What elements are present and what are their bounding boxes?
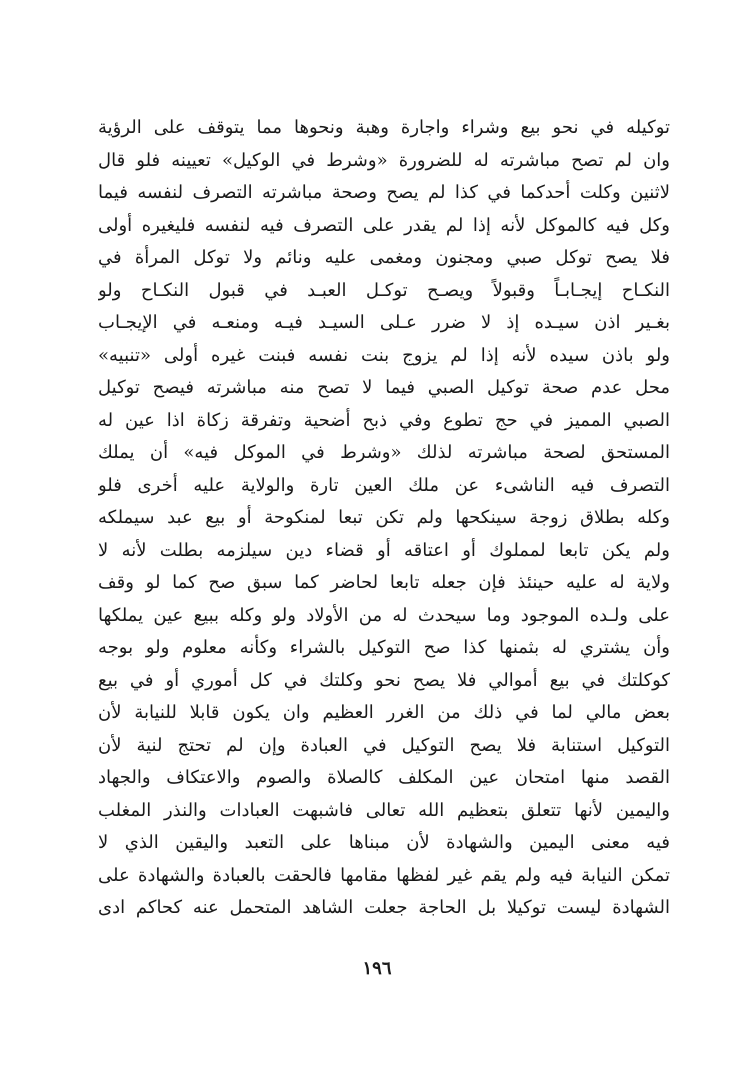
text-line: تمكن النيابة فيه ولم يقم غير لفظها مقامها فالحقت بالعبادة والشهادة على [98, 864, 670, 886]
text-line: لاثنين وكلت أحدكما في كذا لم يصح وصحة مباشرته التصرف لنفسه فيما [98, 182, 670, 203]
text-line: على ولـده الموجود وما سيحدث له من الأولاد ولو وكله ببيع عين يملكها [98, 604, 670, 626]
text-line: بغـير اذن سيـده إذ لا ضرر عـلى السيـد فيـه ومنعـه في الإيجـاب [98, 312, 670, 333]
page-number: ١٩٦ [362, 958, 392, 979]
text-line: وكله بطلاق زوجة سينكحها ولم تكن تبعا لمنكوحة أو بيع عبد سيملكه [98, 507, 670, 528]
text-line: ولم يكن تابعا لمملوك أو اعتاقه أو قضاء دين سيلزمه بطلت لأنه لا [98, 539, 670, 561]
text-line: فلا يصح توكل صبي ومجنون ومغمى عليه ونائم ولا توكل المرأة في [98, 247, 670, 268]
text-line: القصد منها امتحان عين المكلف كالصلاة والصوم والاعتكاف والجهاد [98, 767, 670, 788]
text-line: ولو باذن سيده لأنه إذا لم يزوج بنت نفسه فبنت غيره أولى «تنبيه» [98, 344, 670, 366]
text-line: بعض مالي لما في ذلك من الغرر العظيم وان يكون قابلا للنيابة لأن [98, 702, 670, 723]
text-line: وان لم تصح مباشرته له للضرورة «وشرط في الوكيل» تعيينه فلو قال [98, 149, 670, 171]
text-line: الشهادة ليست توكيلا بل الحاجة جعلت الشاهد المتحمل عنه كحاكم ادى [98, 897, 670, 918]
text-line: توكيله في نحو بيع وشراء واجارة وهبة ونحوها مما يتوقف على الرؤية [98, 117, 670, 138]
text-line: وكل فيه كالموكل لأنه إذا لم يقدر على التصرف فيه لنفسه فليغيره أولى [98, 214, 670, 236]
text-line: المستحق لصحة مباشرته لذلك «وشرط في الموكل فيه» أن يملك [98, 442, 670, 463]
text-line: ولاية له عليه حينئذ فإن جعله تابعا لحاضر كما سبق صح كما لو وقف [98, 572, 670, 593]
text-line: فيه معنى اليمين والشهادة لأن مبناها على التعبد واليقين الذي لا [98, 832, 670, 853]
body-text [98, 112, 670, 925]
text-line: كوكلتك في بيع أموالي فلا يصح نحو وكلتك في كل أموري أو في بيع [98, 669, 670, 691]
text-line: الصبي المميز في حج تطوع وفي ذبح أضحية وتفرقة زكاة اذا عين له [98, 409, 670, 431]
text-line: النكـاح إيجـابـاً وقبولاً ويصـح توكـل العبـد في قبول النكـاح ولو [98, 279, 670, 301]
text-line: التوكيل استنابة فلا يصح التوكيل في العبادة وإن لم تحتج لنية لأن [98, 734, 670, 756]
text-line: واليمين لأنها تتعلق بتعظيم الله تعالى فاشبهت العبادات والنذر المغلب [98, 799, 670, 821]
text-line: التصرف فيه الناشىء عن ملك العين تارة والولاية عليه أخرى فلو [98, 474, 670, 496]
text-line: محل عدم صحة توكيل الصبي فيما لا تصح منه مباشرته فيصح توكيل [98, 377, 670, 398]
text-line: وأن يشتري له بثمنها كذا صح التوكيل بالشراء وكأنه معلوم ولو بوجه [98, 637, 670, 658]
